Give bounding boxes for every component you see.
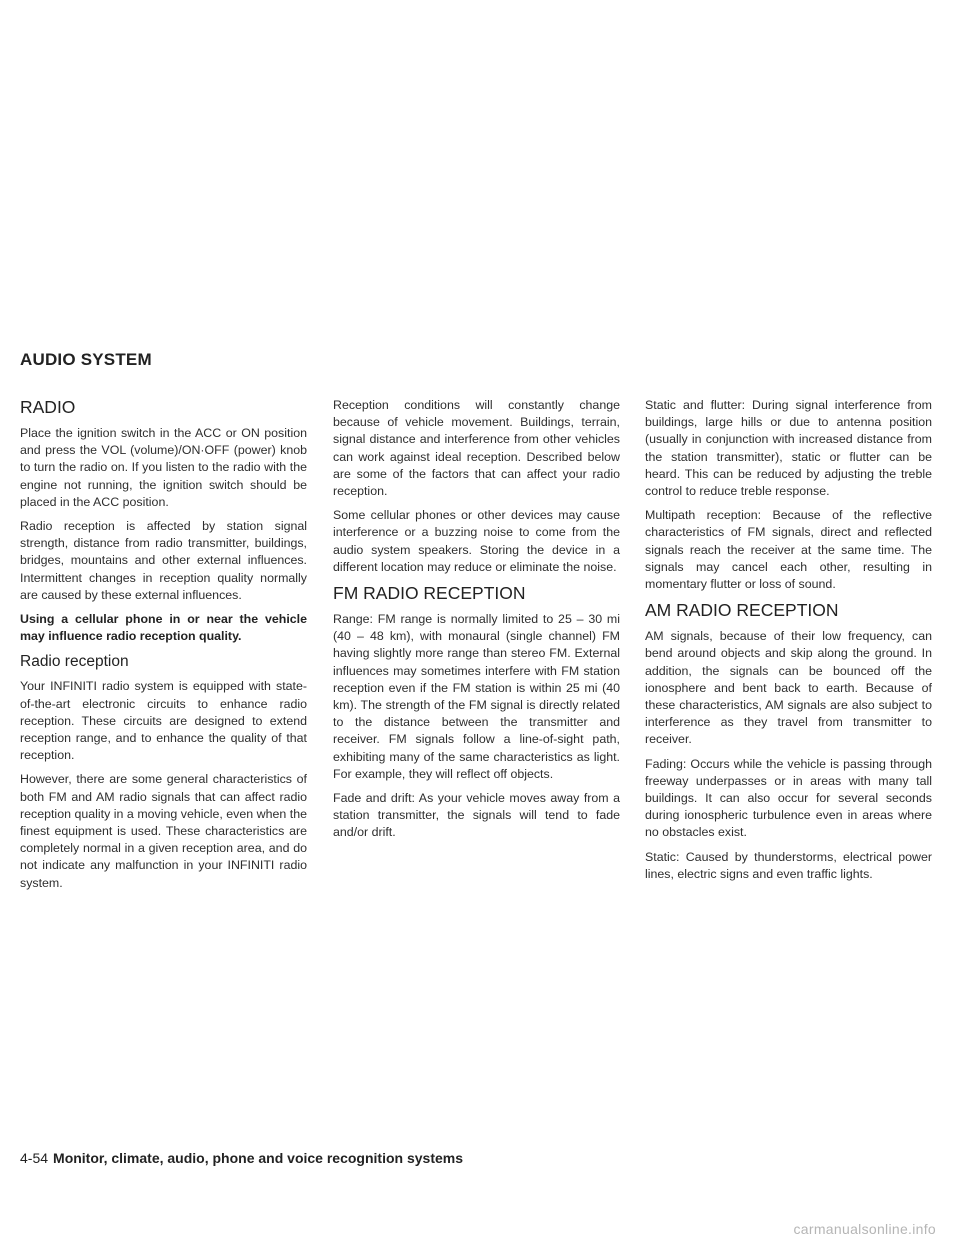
page-footer	[20, 1150, 463, 1166]
text-column-2	[333, 397, 620, 849]
cellular-warning: Using a cellular phone in or near the vehicle may influence radio reception quality.	[20, 612, 307, 644]
radio-heading: RADIO	[20, 397, 76, 417]
multipath-paragraph: Multipath reception: Because of the reflective characteristics of FM signals, direct and reflected signals reach the receiver at the same time. The signals may cancel each other, resulting in momentary flutter or loss of sound.	[645, 508, 932, 592]
am-signals-paragraph: AM signals, because of their low frequency, can bend around objects and skip along the ground. In addition, the signals can be bounced off the ionosphere and bent back to earth. Because of these characteristics, AM signals are also subject to interference as they travel from transmitter to receiver.	[645, 629, 932, 747]
chapter-title: Monitor, climate, audio, phone and voice recognition systems	[53, 1150, 463, 1166]
static-paragraph: Static: Caused by thunderstorms, electrical power lines, electric signs and even traffic lights.	[645, 849, 932, 881]
page-number: 4-54	[20, 1150, 49, 1166]
text-column-1	[20, 397, 307, 899]
reception-conditions-paragraph: Reception conditions will constantly change because of vehicle movement. Buildings, terrain, signal distance and interference from other vehicles can work against ideal reception. Described below are some of the factors that can affect your radio reception.	[333, 398, 620, 499]
text-column-3	[645, 397, 932, 890]
reception-paragraph-2: However, there are some general characteristics of both FM and AM radio signals that can affect radio reception quality in a moving vehicle, even when the finest equipment is used. These characteristics are completely normal in a given reception area, and do not indicate any malfunction in your INFINITI radio system.	[20, 772, 307, 890]
radio-paragraph-2: Radio reception is affected by station signal strength, distance from radio transmitter, buildings, bridges, mountains and other external influences. Intermittent changes in reception quality normally are caused by these external influences.	[20, 519, 307, 602]
am-reception-heading: AM RADIO RECEPTION	[645, 600, 839, 621]
cellular-interference-paragraph: Some cellular phones or other devices may cause interference or a buzzing noise to come from the audio system speakers. Storing the device in a different location may reduce or eliminate the noise.	[333, 508, 620, 574]
fm-reception-heading: FM RADIO RECEPTION	[333, 583, 526, 604]
radio-paragraph-1: Place the ignition switch in the ACC or ON position and press the VOL (volume)/ON·OFF (power) knob to turn the radio on. If you listen to the radio with the engine not running, the ignition switch should be placed in the ACC position.	[20, 426, 307, 509]
fade-drift-paragraph: Fade and drift: As your vehicle moves away from a station transmitter, the signals will tend to fade and/or drift.	[333, 791, 620, 840]
static-flutter-paragraph: Static and flutter: During signal interference from buildings, large hills or due to antenna position (usually in conjunction with increased distance from the station transmitter), static or flutter can be heard. This can be reduced by adjusting the treble control to reduce treble response.	[645, 398, 932, 499]
fm-range-paragraph: Range: FM range is normally limited to 25 – 30 mi (40 – 48 km), with monaural (single channel) FM having slightly more range than stereo FM. External influences may sometimes interfere with FM station reception even if the FM station is within 25 mi (40 km). The strength of the FM signal is directly related to the distance between the transmitter and receiver. FM signals follow a line-of-sight path, exhibiting many of the same characteristics as light. For example, they will reflect off objects.	[333, 612, 620, 781]
watermark: carmanualsonline.info	[793, 1221, 936, 1237]
fading-paragraph: Fading: Occurs while the vehicle is passing through freeway underpasses or in areas with many tall buildings. It can also occur for several seconds during ionospheric turbulence even in areas where no obstacles exist.	[645, 756, 932, 840]
reception-paragraph-1: Your INFINITI radio system is equipped with state-of-the-art electronic circuits to enhance radio reception. These circuits are designed to extend reception range, and to enhance the quality of that reception.	[20, 679, 307, 763]
radio-reception-heading: Radio reception	[20, 653, 129, 671]
section-title: AUDIO SYSTEM	[20, 350, 152, 369]
